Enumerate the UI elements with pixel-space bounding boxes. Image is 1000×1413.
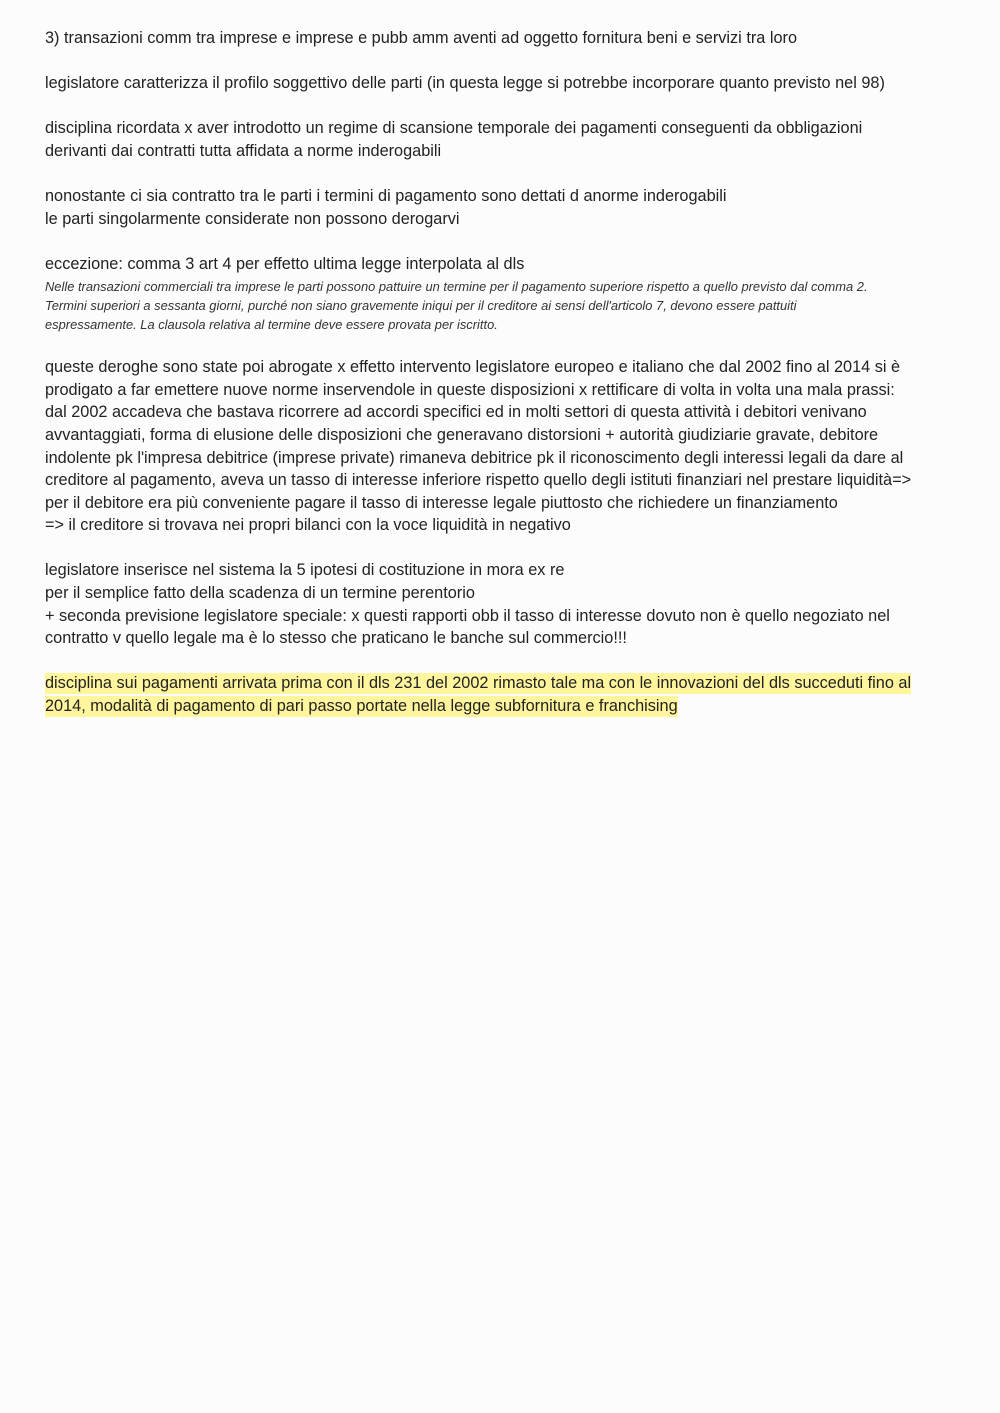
text-line: legislatore inserisce nel sistema la 5 ipotesi di costituzione in mora ex re: [45, 561, 565, 580]
text-line: derivanti dai contratti tutta affidata a norme inderogabili: [45, 141, 442, 160]
text-line: + seconda previsione legislatore speciale: x questi rapporti obb il tasso di interesse dovuto non è quello negoziato nel: [45, 606, 890, 625]
text-line: prodigato a far emettere nuove norme inservendole in queste disposizioni x rettificare di volta in volta una mala prassi:: [45, 380, 895, 399]
text-line: dal 2002 accadeva che bastava ricorrere ad accordi specifici ed in molti settori di questa attività i debitori venivano: [45, 403, 867, 422]
text-line: le parti singolarmente considerate non possono derogarvi: [45, 209, 460, 228]
quote-line: Nelle transazioni commerciali tra imprese le parti possono pattuire un termine per il pagamento superiore rispetto a quello previsto dal comma 2.: [45, 278, 868, 294]
highlighted-paragraph: [45, 672, 955, 717]
law-quote: [45, 277, 955, 334]
text-line: => il creditore si trovava nei propri bilanci con la voce liquidità in negativo: [45, 516, 571, 535]
paragraph-deroghe-abrogate: [45, 356, 955, 537]
paragraph-termini-inderogabili: [45, 185, 955, 230]
paragraph-eccezione: [45, 253, 955, 334]
paragraph-legislatore-profilo: [45, 72, 955, 95]
text-line: eccezione: comma 3 art 4 per effetto ultima legge interpolata al dls: [45, 254, 525, 273]
text-line: per il semplice fatto della scadenza di un termine perentorio: [45, 584, 475, 603]
quote-line: espressamente. La clausola relativa al termine deve essere provata per iscritto.: [45, 316, 498, 332]
paragraph-transazioni: [45, 27, 955, 50]
highlight-text: 2014, modalità di pagamento di pari passo portate nella legge subfornitura e franchising: [45, 697, 678, 716]
paragraph-costituzione-mora: [45, 559, 955, 649]
highlighted-line: [45, 695, 955, 718]
text-line: nonostante ci sia contratto tra le parti i termini di pagamento sono dettati d anorme inderogabili: [45, 187, 727, 206]
text-line: creditore al pagamento, aveva un tasso di interesse inferiore rispetto quello degli istituti finanziari nel prestare liquidità=>: [45, 471, 912, 490]
quote-line: Termini superiori a sessanta giorni, purché non siano gravemente iniqui per il creditore ai sensi dell'articolo 7, devono essere pattuiti: [45, 297, 797, 313]
text-line: avvantaggiati, forma di elusione delle disposizioni che generavano distorsioni + autorità giudiziarie gravate, debitore: [45, 425, 879, 444]
highlight-text: disciplina sui pagamenti arrivata prima con il dls 231 del 2002 rimasto tale ma con le innovazioni del dls succeduti fino al: [45, 674, 912, 693]
text-line: legislatore caratterizza il profilo soggettivo delle parti (in questa legge si potrebbe incorporare quanto previsto nel 98): [45, 74, 885, 93]
text-line: per il debitore era più conveniente pagare il tasso di interesse legale piuttosto che richiedere un finanziamento: [45, 493, 838, 512]
text-line: disciplina ricordata x aver introdotto un regime di scansione temporale dei pagamenti conseguenti da obbligazioni: [45, 119, 863, 138]
text-line: queste deroghe sono state poi abrogate x effetto intervento legislatore europeo e italiano che dal 2002 fino al 2014 si è: [45, 358, 901, 377]
paragraph-disciplina-ricordata: [45, 117, 955, 162]
document-page: [45, 27, 955, 740]
text-line: indolente pk l'impresa debitrice (imprese private) rimaneva debitrice pk il riconoscimento degli interessi legali da dare al: [45, 448, 904, 467]
text-line: contratto v quello legale ma è lo stesso che praticano le banche sul commercio!!!: [45, 629, 627, 648]
text-line: 3) transazioni comm tra imprese e imprese e pubb amm aventi ad oggetto fornitura beni e servizi tra loro: [45, 29, 797, 47]
highlighted-line: [45, 672, 955, 695]
